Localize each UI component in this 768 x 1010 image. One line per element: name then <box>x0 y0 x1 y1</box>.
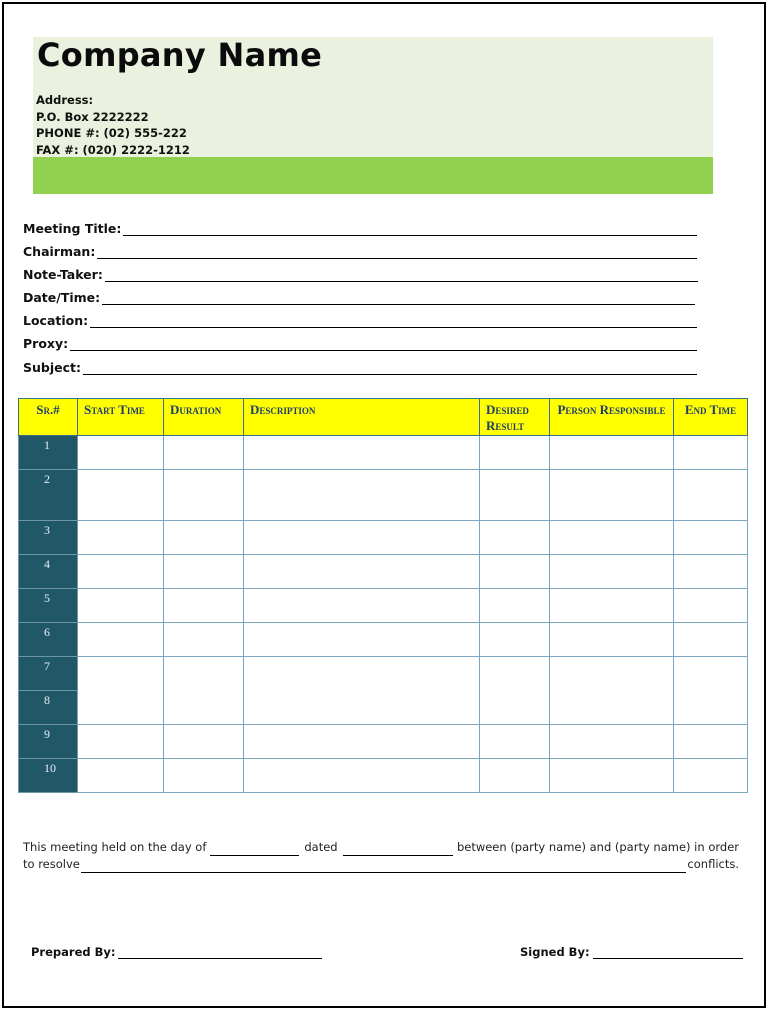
location-line[interactable] <box>90 314 697 328</box>
desired-result-cell[interactable] <box>480 657 550 725</box>
column-header-desired-result: Desired Result <box>480 399 550 436</box>
day-blank[interactable] <box>210 844 299 856</box>
row-number: 3 <box>19 521 78 555</box>
table-header-row <box>19 399 748 436</box>
signed-by-line[interactable] <box>593 946 743 959</box>
note-taker-field[interactable] <box>23 264 698 282</box>
start-time-cell[interactable] <box>78 521 164 555</box>
signed-by-field[interactable] <box>520 941 743 959</box>
row-number: 9 <box>19 725 78 759</box>
date-time-field[interactable] <box>23 287 695 305</box>
end-time-cell[interactable] <box>674 555 748 589</box>
row-number: 10 <box>19 759 78 793</box>
table-row <box>19 725 748 759</box>
row-number: 2 <box>19 470 78 521</box>
person-responsible-cell[interactable] <box>550 725 674 759</box>
proxy-field[interactable] <box>23 333 697 351</box>
row-number: 6 <box>19 623 78 657</box>
duration-cell[interactable] <box>164 725 244 759</box>
description-cell[interactable] <box>244 470 480 521</box>
subject-label: Subject: <box>23 360 81 375</box>
desired-result-cell[interactable] <box>480 436 550 470</box>
desired-result-cell[interactable] <box>480 470 550 521</box>
start-time-cell[interactable] <box>78 555 164 589</box>
desired-result-cell[interactable] <box>480 589 550 623</box>
resolution-part-3: between (party name) and (party name) in order <box>456 840 739 854</box>
description-cell[interactable] <box>244 589 480 623</box>
end-time-cell[interactable] <box>674 623 748 657</box>
description-cell[interactable] <box>244 657 480 725</box>
proxy-line[interactable] <box>70 337 697 351</box>
location-label: Location: <box>23 313 89 328</box>
meeting-title-line[interactable] <box>123 222 697 236</box>
person-responsible-cell[interactable] <box>550 589 674 623</box>
signed-by-label: Signed By: <box>520 945 590 959</box>
date-time-line[interactable] <box>102 291 695 305</box>
column-header-sr: Sr.# <box>19 399 78 436</box>
column-header-description: Description <box>244 399 480 436</box>
start-time-cell[interactable] <box>78 759 164 793</box>
prepared-by-field[interactable] <box>31 941 322 959</box>
date-time-label: Date/Time: <box>23 290 101 305</box>
phone-number: PHONE #: (02) 555-222 <box>36 126 187 140</box>
duration-cell[interactable] <box>164 623 244 657</box>
chairman-line[interactable] <box>97 245 697 259</box>
duration-cell[interactable] <box>164 759 244 793</box>
end-time-cell[interactable] <box>674 759 748 793</box>
dated-blank[interactable] <box>343 844 453 856</box>
desired-result-cell[interactable] <box>480 623 550 657</box>
description-cell[interactable] <box>244 623 480 657</box>
person-responsible-cell[interactable] <box>550 657 674 725</box>
resolution-part-4: to resolve <box>23 857 80 871</box>
row-number: 4 <box>19 555 78 589</box>
table-row <box>19 521 748 555</box>
end-time-cell[interactable] <box>674 470 748 521</box>
table-row <box>19 470 748 521</box>
end-time-cell[interactable] <box>674 436 748 470</box>
start-time-cell[interactable] <box>78 589 164 623</box>
duration-cell[interactable] <box>164 657 244 725</box>
start-time-cell[interactable] <box>78 725 164 759</box>
table-row <box>19 555 748 589</box>
address-label: Address: <box>36 93 94 107</box>
resolution-line-1 <box>23 839 739 856</box>
meeting-title-field[interactable] <box>23 218 697 236</box>
fax-number: FAX #: (020) 2222-1212 <box>36 143 190 157</box>
resolve-blank[interactable] <box>81 861 687 873</box>
duration-cell[interactable] <box>164 436 244 470</box>
start-time-cell[interactable] <box>78 623 164 657</box>
desired-result-cell[interactable] <box>480 555 550 589</box>
agenda-table <box>18 398 748 793</box>
duration-cell[interactable] <box>164 521 244 555</box>
person-responsible-cell[interactable] <box>550 759 674 793</box>
resolution-line-2 <box>23 856 739 873</box>
subject-line[interactable] <box>83 361 697 375</box>
table-row <box>19 589 748 623</box>
column-header-person-responsible: Person Responsible <box>550 399 674 436</box>
column-header-end-time: End Time <box>674 399 748 436</box>
start-time-cell[interactable] <box>78 470 164 521</box>
desired-result-cell[interactable] <box>480 759 550 793</box>
prepared-by-line[interactable] <box>118 946 322 959</box>
duration-cell[interactable] <box>164 589 244 623</box>
proxy-label: Proxy: <box>23 336 69 351</box>
company-name: Company Name <box>37 36 323 74</box>
start-time-cell[interactable] <box>78 657 164 725</box>
description-cell[interactable] <box>244 759 480 793</box>
description-cell[interactable] <box>244 555 480 589</box>
table-row <box>19 759 748 793</box>
column-header-duration: Duration <box>164 399 244 436</box>
description-cell[interactable] <box>244 725 480 759</box>
end-time-cell[interactable] <box>674 725 748 759</box>
resolution-part-2: dated <box>304 840 338 854</box>
prepared-by-label: Prepared By: <box>31 945 116 959</box>
table-row <box>19 623 748 657</box>
chairman-label: Chairman: <box>23 244 96 259</box>
meeting-resolution-text <box>23 839 739 873</box>
row-number: 5 <box>19 589 78 623</box>
person-responsible-cell[interactable] <box>550 623 674 657</box>
column-header-start-time: Start Time <box>78 399 164 436</box>
description-cell[interactable] <box>244 521 480 555</box>
end-time-cell[interactable] <box>674 589 748 623</box>
resolution-part-5: conflicts. <box>687 857 739 871</box>
duration-cell[interactable] <box>164 470 244 521</box>
resolution-part-1: This meeting held on the day of <box>23 840 207 854</box>
end-time-cell[interactable] <box>674 657 748 725</box>
row-number: 8 <box>19 691 78 725</box>
row-number: 1 <box>19 436 78 470</box>
person-responsible-cell[interactable] <box>550 555 674 589</box>
end-time-cell[interactable] <box>674 521 748 555</box>
person-responsible-cell[interactable] <box>550 470 674 521</box>
table-row <box>19 436 748 470</box>
description-cell[interactable] <box>244 436 480 470</box>
subject-field[interactable] <box>23 357 697 375</box>
row-number: 7 <box>19 657 78 691</box>
person-responsible-cell[interactable] <box>550 436 674 470</box>
table-row <box>19 657 748 691</box>
po-box: P.O. Box 2222222 <box>36 110 149 124</box>
start-time-cell[interactable] <box>78 436 164 470</box>
chairman-field[interactable] <box>23 241 697 259</box>
person-responsible-cell[interactable] <box>550 521 674 555</box>
note-taker-label: Note-Taker: <box>23 267 103 282</box>
note-taker-line[interactable] <box>105 268 698 282</box>
desired-result-cell[interactable] <box>480 725 550 759</box>
desired-result-cell[interactable] <box>480 521 550 555</box>
header-accent-bar <box>33 157 713 194</box>
duration-cell[interactable] <box>164 555 244 589</box>
location-field[interactable] <box>23 310 697 328</box>
meeting-title-label: Meeting Title: <box>23 221 122 236</box>
